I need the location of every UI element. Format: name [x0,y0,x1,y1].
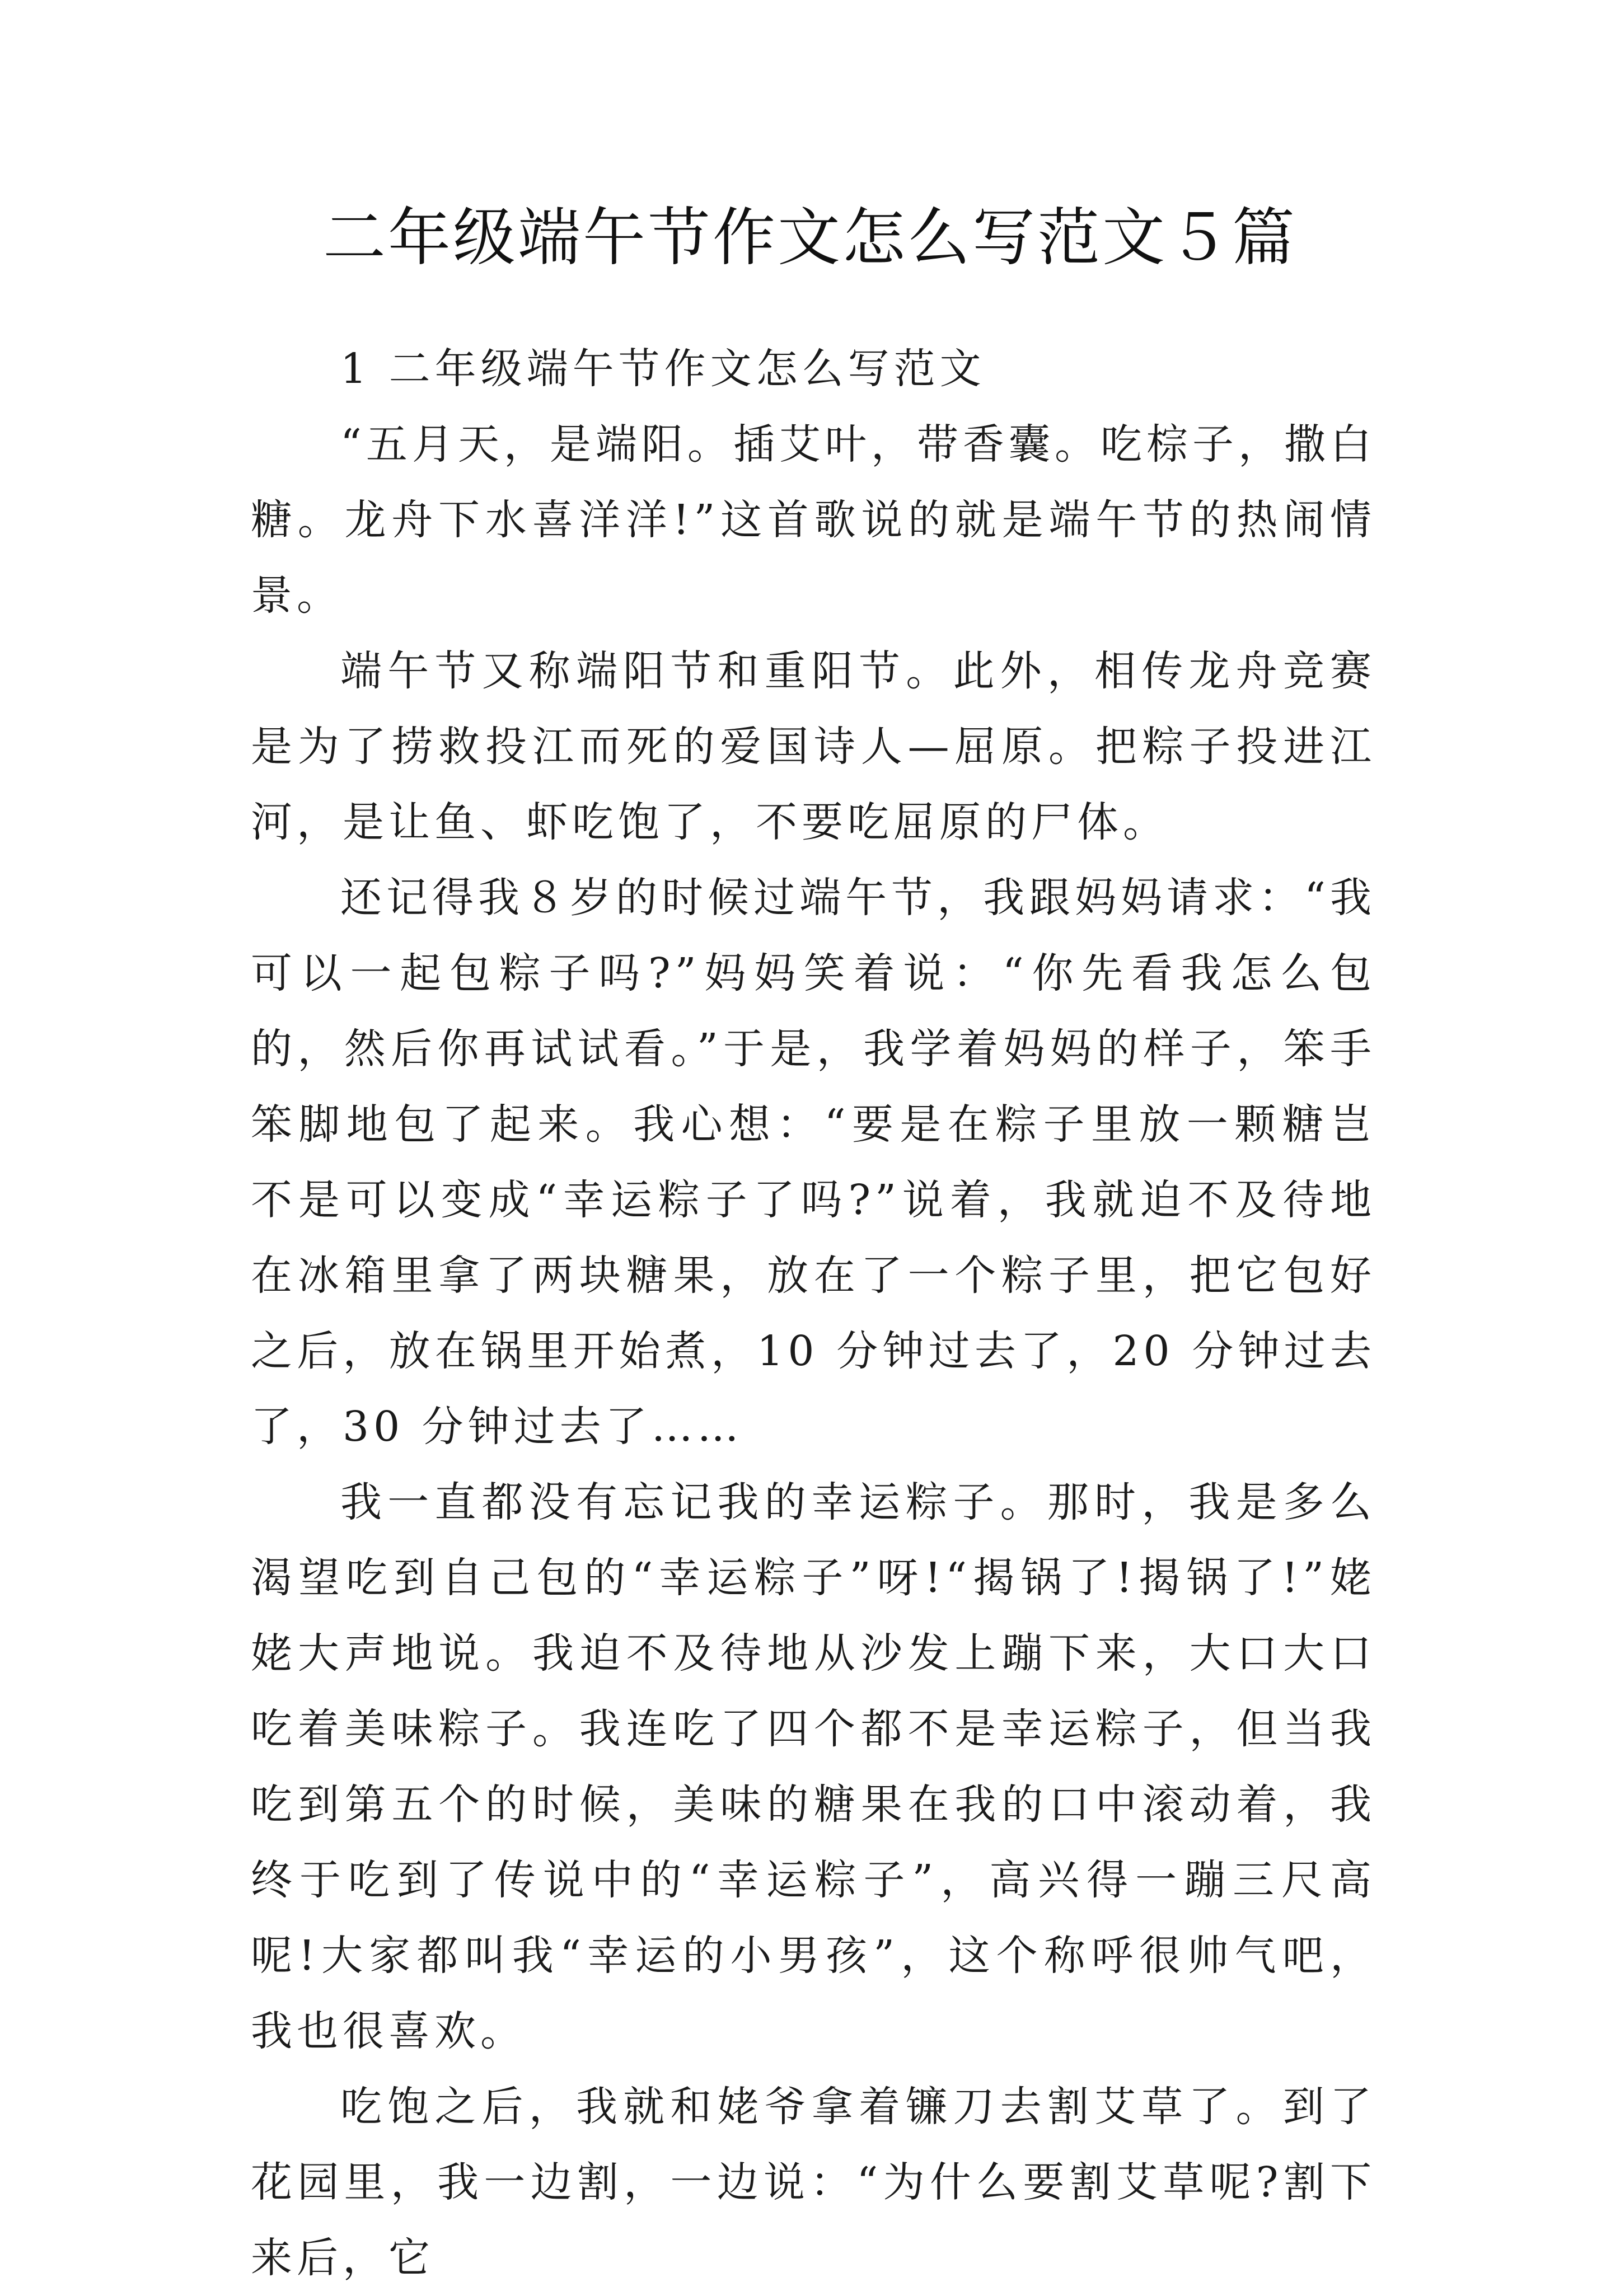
paragraph: 端午节又称端阳节和重阳节。此外，相传龙舟竞赛是为了捞救投江而死的爱国诗人—屈原。把粽子投进江河，是让鱼、虾吃饱了，不要吃屈原的尸体。 [251,647,1376,846]
paragraph: 吃饱之后，我就和姥爷拿着镰刀去割艾草了。到了花园里，我一边割，一边说：“为什么要割艾草呢?割下来后，它 [251,2083,1376,2282]
paragraph: 我一直都没有忘记我的幸运粽子。那时，我是多么渴望吃到自己包的“幸运粽子”呀!“揭锅了!揭锅了!”姥姥大声地说。我迫不及待地从沙发上蹦下来，大口大口吃着美味粽子。我连吃了四个都不是幸运粽子，但当我吃到第五个的时候，美味的糖果在我的口中滚动着，我终于吃到了传说中的“幸运粽子”，高兴得一蹦三尺高呢!大家都叫我“幸运的小男孩”，这个称呼很帅气吧，我也很喜欢。 [251,1478,1376,2055]
section-heading: 1 二年级端午节作文怎么写范文 [340,345,986,393]
document-title: 二年级端午节作文怎么写范文５篇 [323,202,1297,274]
paragraph: 还记得我８岁的时候过端午节，我跟妈妈请求：“我可以一起包粽子吗?”妈妈笑着说：“你先看我怎么包的，然后你再试试看。”于是，我学着妈妈的样子，笨手笨脚地包了起来。我心想：“要是在粽子里放一颗糖岂不是可以变成“幸运粽子了吗?”说着，我就迫不及待地在冰箱里拿了两块糖果，放在了一个粽子里，把它包好之后，放在锅里开始煮，10 分钟过去了，20 分钟过去了，30 分钟过去了…… [251,874,1376,1451]
document-body [251,331,1376,2296]
paragraph: “五月天，是端阳。插艾叶，带香囊。吃棕子，撒白糖。龙舟下水喜洋洋!”这首歌说的就是端午节的热闹情景。 [251,420,1376,620]
